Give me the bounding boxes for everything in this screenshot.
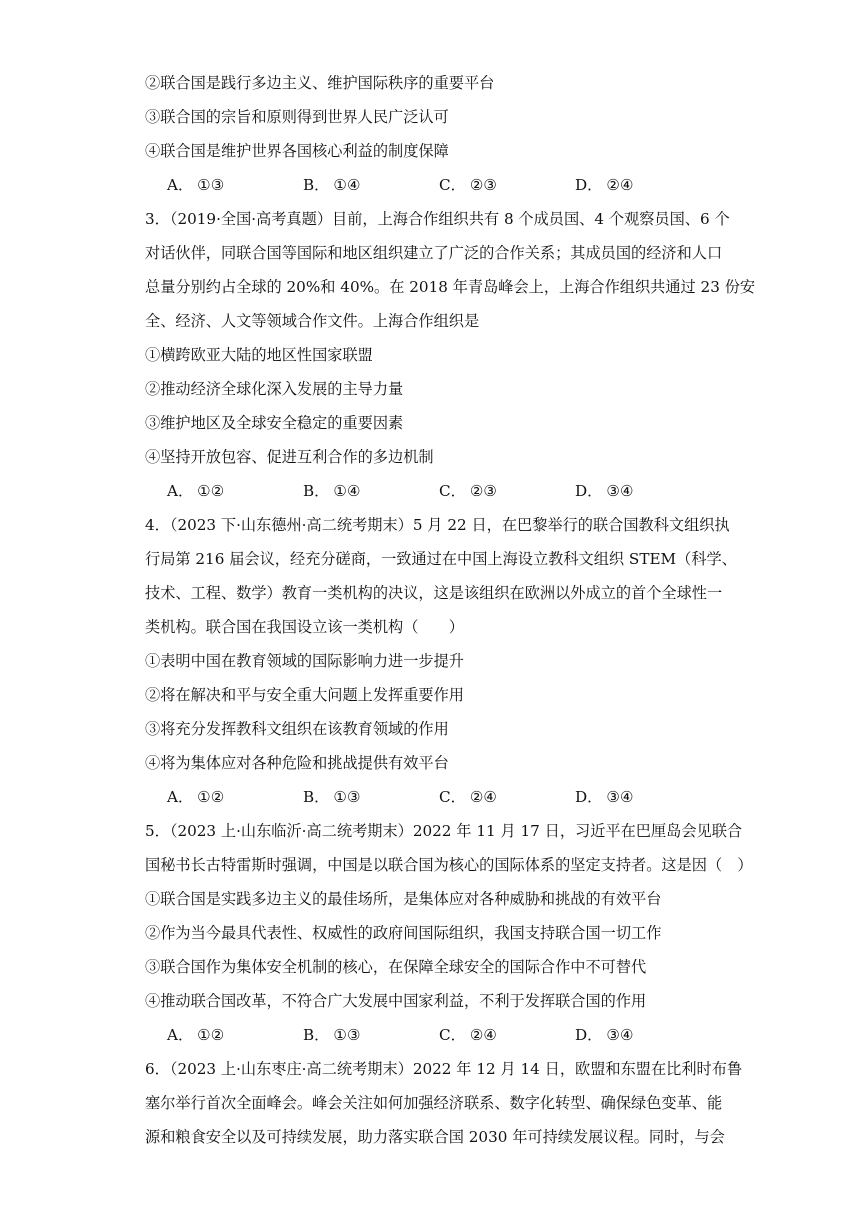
statement: ④将为集体应对各种危险和挑战提供有效平台 xyxy=(145,754,449,772)
option-d[interactable]: D． ③④ xyxy=(575,788,634,806)
answer-options xyxy=(145,780,725,814)
question-stem: 行局第 216 届会议，经充分磋商，一致通过在中国上海设立教科文组织 STEM（科学、 xyxy=(145,550,737,568)
question-5 xyxy=(145,814,753,1052)
question-6 xyxy=(145,1052,743,1154)
option-b[interactable]: B． ①④ xyxy=(303,176,361,194)
option-d[interactable]: D． ③④ xyxy=(575,1026,634,1044)
answer-options xyxy=(145,474,725,508)
question-stem: 总量分别约占全球的 20%和 40%。在 2018 年青岛峰会上，上海合作组织共通过 23 份安 xyxy=(145,278,756,296)
statement: ①表明中国在教育领域的国际影响力进一步提升 xyxy=(145,652,464,670)
statement: ②作为当今最具代表性、权威性的政府间国际组织，我国支持联合国一切工作 xyxy=(145,924,662,942)
option-a[interactable]: A． ①② xyxy=(167,1026,225,1044)
statement: ①横跨欧亚大陆的地区性国家联盟 xyxy=(145,346,373,364)
question-stem: 源和粮食安全以及可持续发展，助力落实联合国 2030 年可持续发展议程。同时，与会 xyxy=(145,1128,725,1146)
answer-options xyxy=(145,1018,725,1052)
statement: ②联合国是践行多边主义、维护国际秩序的重要平台 xyxy=(145,74,495,92)
option-a[interactable]: A． ①② xyxy=(167,788,225,806)
option-c[interactable]: C． ②③ xyxy=(439,482,498,500)
question-stem: 塞尔举行首次全面峰会。峰会关注如何加强经济联系、数字化转型、确保绿色变革、能 xyxy=(145,1094,723,1112)
question-stem: 技术、工程、数学）教育一类机构的决议，这是该组织在欧洲以外成立的首个全球性一 xyxy=(145,584,723,602)
question-stem: 3．（2019·全国·高考真题）目前，上海合作组织共有 8 个成员国、4 个观察员国、6 个 xyxy=(145,210,730,228)
question-stem: 4．（2023 下·山东德州·高二统考期末）5 月 22 日，在巴黎举行的联合国教科文组织执 xyxy=(145,516,730,534)
option-b[interactable]: B． ①③ xyxy=(303,1026,361,1044)
question-stem: 国秘书长古特雷斯时强调，中国是以联合国为核心的国际体系的坚定支持者。这是因（ ） xyxy=(145,856,753,874)
statement: ③将充分发挥教科文组织在该教育领域的作用 xyxy=(145,720,449,738)
statement: ④推动联合国改革，不符合广大发展中国家利益，不利于发挥联合国的作用 xyxy=(145,992,647,1010)
option-d[interactable]: D． ③④ xyxy=(575,482,634,500)
question-3 xyxy=(145,202,756,508)
statement: ④坚持开放包容、促进互利合作的多边机制 xyxy=(145,448,434,466)
statement: ③维护地区及全球安全稳定的重要因素 xyxy=(145,414,404,432)
option-b[interactable]: B． ①③ xyxy=(303,788,361,806)
option-a[interactable]: A． ①② xyxy=(167,482,225,500)
question-stem: 全、经济、人文等领域合作文件。上海合作组织是 xyxy=(145,312,480,330)
statement: ②推动经济全球化深入发展的主导力量 xyxy=(145,380,404,398)
statement: ③联合国作为集体安全机制的核心，在保障全球安全的国际合作中不可替代 xyxy=(145,958,647,976)
question-stem: 5．（2023 上·山东临沂·高二统考期末）2022 年 11 月 17 日，习近平在巴厘岛会见联合 xyxy=(145,822,743,840)
question-list xyxy=(145,66,756,1154)
statement: ②将在解决和平与安全重大问题上发挥重要作用 xyxy=(145,686,464,704)
option-d[interactable]: D． ②④ xyxy=(575,176,634,194)
statement: ④联合国是维护世界各国核心利益的制度保障 xyxy=(145,142,449,160)
answer-options xyxy=(145,168,725,202)
option-b[interactable]: B． ①④ xyxy=(303,482,361,500)
option-c[interactable]: C． ②④ xyxy=(439,788,498,806)
question-stem: 类机构。联合国在我国设立该一类机构（ ） xyxy=(145,618,464,636)
statement: ③联合国的宗旨和原则得到世界人民广泛认可 xyxy=(145,108,449,126)
question-4 xyxy=(145,508,737,814)
statement: ①联合国是实践多边主义的最佳场所，是集体应对各种威胁和挑战的有效平台 xyxy=(145,890,662,908)
question-stem: 6．（2023 上·山东枣庄·高二统考期末）2022 年 12 月 14 日，欧盟和东盟在比利时布鲁 xyxy=(145,1060,743,1078)
question-stem: 对话伙伴，同联合国等国际和地区组织建立了广泛的合作关系；其成员国的经济和人口 xyxy=(145,244,723,262)
option-a[interactable]: A． ①③ xyxy=(167,176,225,194)
question-prev-continuation xyxy=(145,66,725,202)
option-c[interactable]: C． ②④ xyxy=(439,1026,498,1044)
option-c[interactable]: C． ②③ xyxy=(439,176,498,194)
